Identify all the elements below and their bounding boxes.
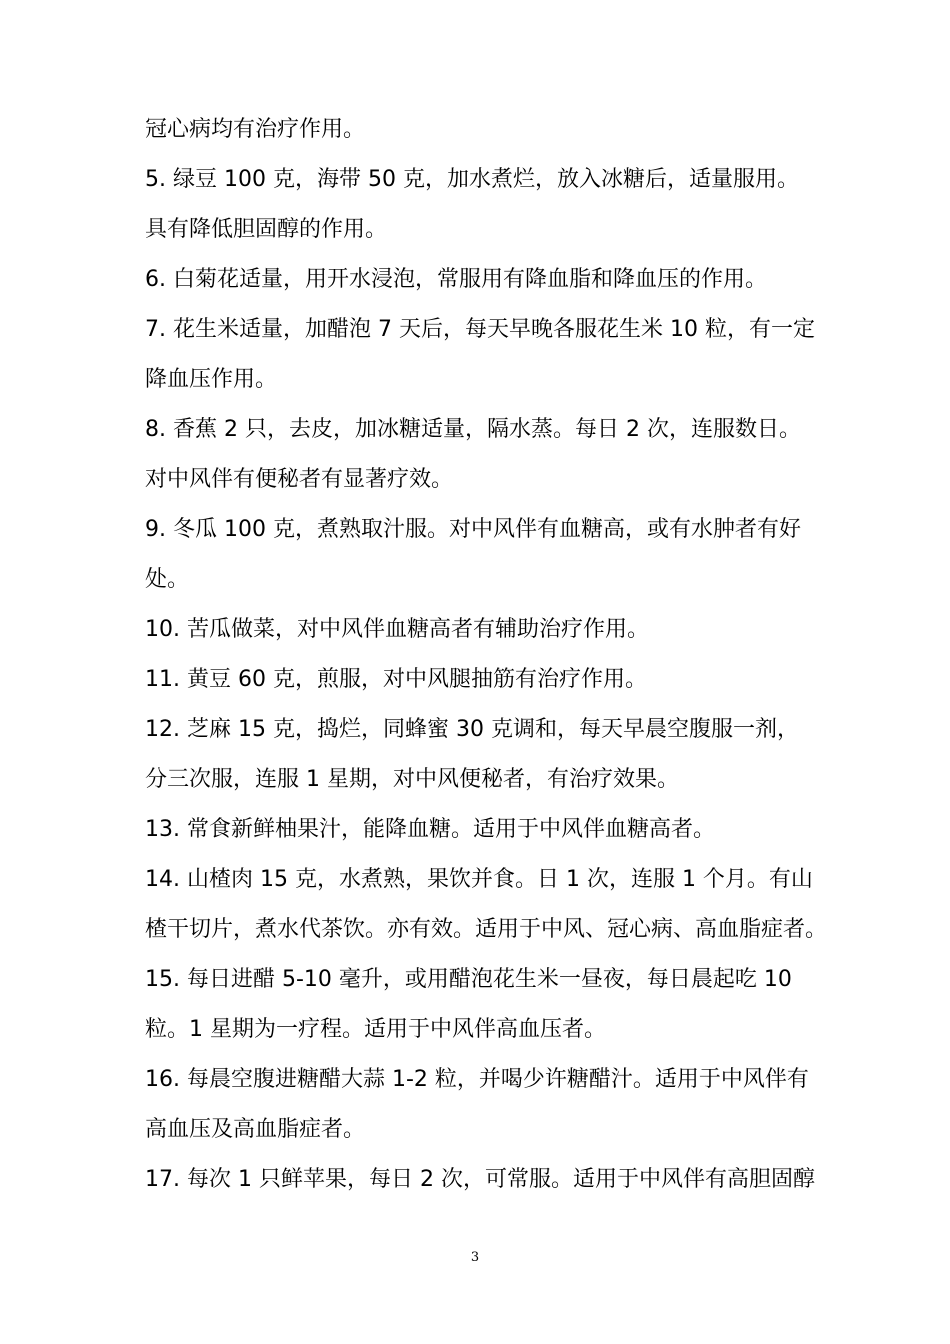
text-line: 降血压作用。 xyxy=(145,367,278,392)
text-line: 9. 冬瓜 100 克，煮熟取汁服。对中风伴有血糖高，或有水肿者有好 xyxy=(145,517,801,542)
text-line: 8. 香蕉 2 只，去皮，加冰糖适量，隔水蒸。每日 2 次，连服数日。 xyxy=(145,417,801,442)
text-line: 6. 白菊花适量，用开水浸泡，常服用有降血脂和降血压的作用。 xyxy=(145,267,767,292)
text-line: 11. 黄豆 60 克，煎服，对中风腿抽筋有治疗作用。 xyxy=(145,667,647,692)
text-line: 13. 常食新鲜柚果汁，能降血糖。适用于中风伴血糖高者。 xyxy=(145,817,715,842)
page-number: 3 xyxy=(470,1250,480,1265)
text-line: 12. 芝麻 15 克，捣烂，同蜂蜜 30 克调和，每天早晨空腹服一剂， xyxy=(145,717,799,742)
text-line: 7. 花生米适量，加醋泡 7 天后，每天早晚各服花生米 10 粒，有一定 xyxy=(145,317,815,342)
text-line: 粒。1 星期为一疗程。适用于中风伴高血压者。 xyxy=(145,1017,606,1042)
text-line: 10. 苦瓜做菜，对中风伴血糖高者有辅助治疗作用。 xyxy=(145,617,649,642)
text-line: 14. 山楂肉 15 克，水煮熟，果饮并食。日 1 次，连服 1 个月。有山 xyxy=(145,867,813,892)
text-line: 17. 每次 1 只鲜苹果，每日 2 次，可常服。适用于中风伴有高胆固醇 xyxy=(145,1167,815,1192)
text-line: 分三次服，连服 1 星期，对中风便秘者，有治疗效果。 xyxy=(145,767,679,792)
text-line: 处。 xyxy=(145,567,190,592)
text-line: 5. 绿豆 100 克，海带 50 克，加水煮烂，放入冰糖后，适量服用。 xyxy=(145,167,799,192)
text-line: 冠心病均有治疗作用。 xyxy=(145,117,366,142)
text-line: 对中风伴有便秘者有显著疗效。 xyxy=(145,467,454,492)
text-line: 楂干切片，煮水代茶饮。亦有效。适用于中风、冠心病、高血脂症者。 xyxy=(145,917,828,942)
text-line: 具有降低胆固醇的作用。 xyxy=(145,217,388,242)
text-line: 高血压及高血脂症者。 xyxy=(145,1117,366,1142)
text-line: 15. 每日进醋 5-10 毫升，或用醋泡花生米一昼夜，每日晨起吃 10 xyxy=(145,967,792,992)
text-line: 16. 每晨空腹进糖醋大蒜 1-2 粒，并喝少许糖醋汁。适用于中风伴有 xyxy=(145,1067,809,1092)
